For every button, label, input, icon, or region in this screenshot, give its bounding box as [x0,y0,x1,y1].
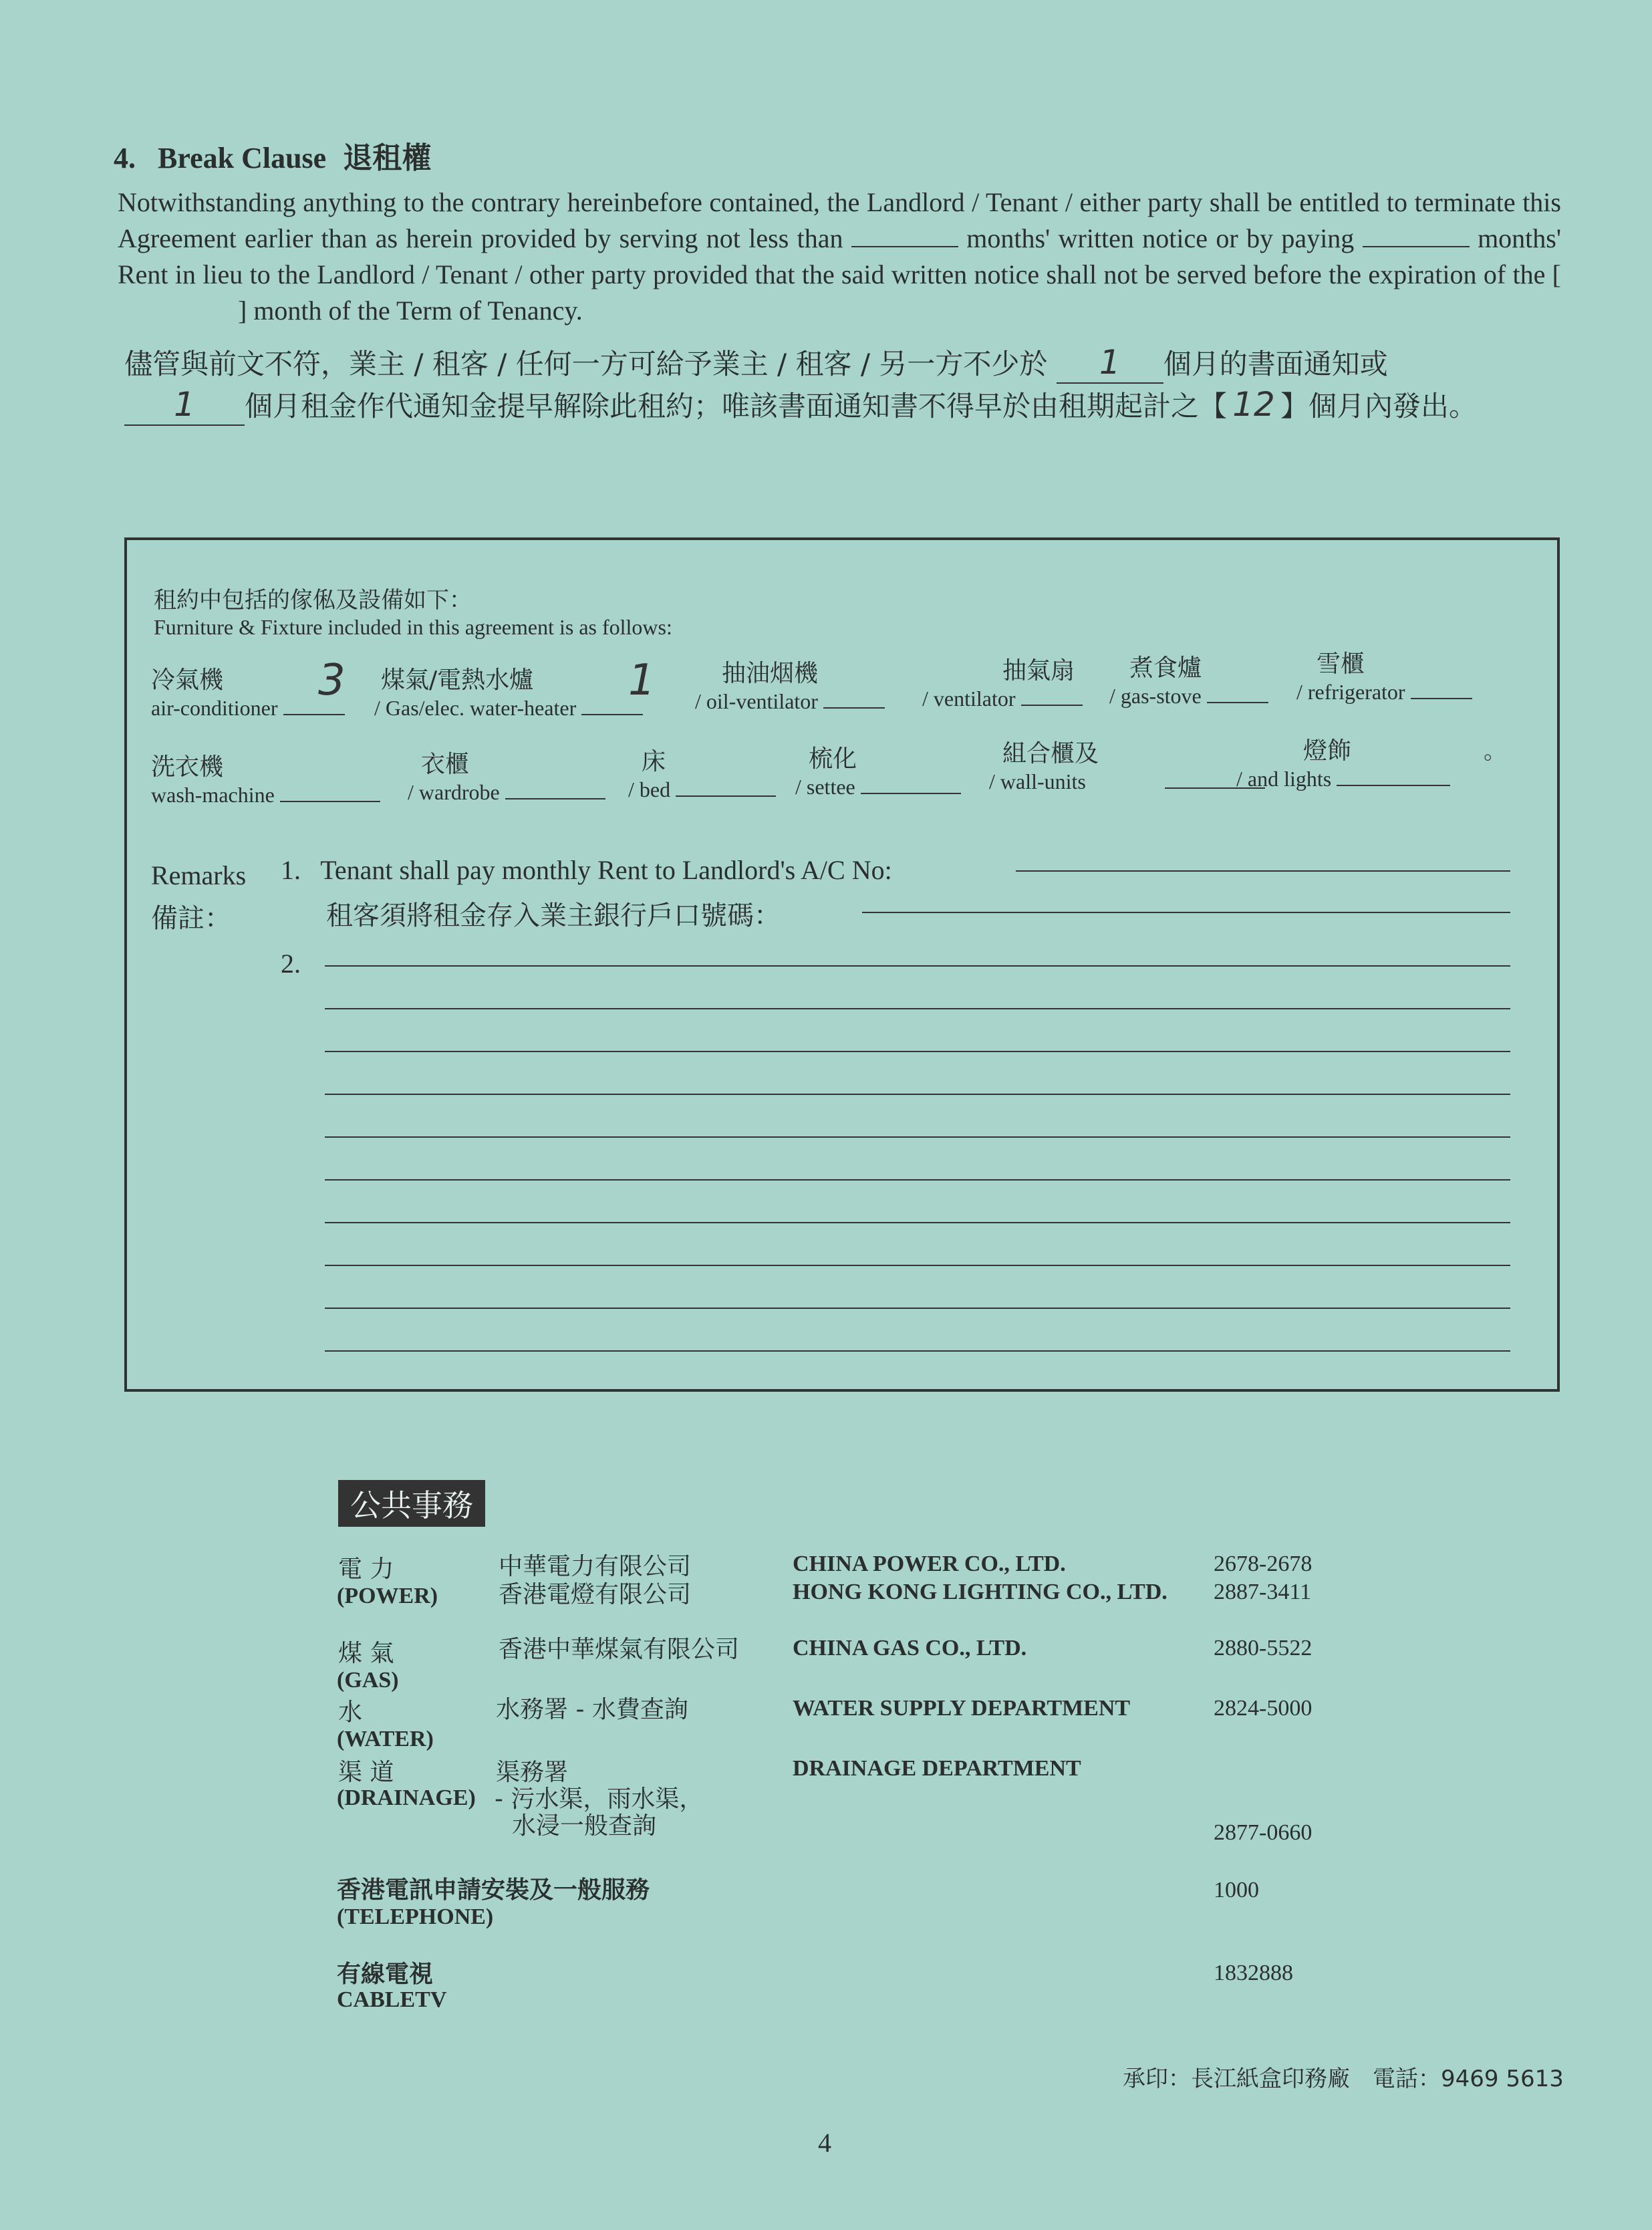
cabletv-label-zh: 有線電視 [337,1961,434,1988]
hke-phone: 2887-3411 [1214,1580,1312,1604]
wardrobe-field: 衣櫃 / wardrobe [408,751,605,806]
cabletv-phone: 1832888 [1214,1961,1293,1985]
wash-machine-field: 洗衣機 wash-machine [151,754,380,808]
air-conditioner-value: 3 [318,656,346,705]
oil-ventilator-field: 抽油烟機 / oil-ventilator [695,660,885,715]
ventilator-field: 抽氣扇 / ventilator [922,658,1083,712]
section-title-en: Break Clause [158,142,327,174]
gas-stove-field: 煮食爐 / gas-stove [1109,655,1268,709]
remark-line [325,1051,1510,1052]
remark-line [325,1094,1510,1095]
remark-line [325,1308,1510,1309]
telephone-label-en: (TELEPHONE) [337,1904,494,1929]
break-clause-chinese: 儘管與前文不符，業主 / 租客 / 任何一方可給予業主 / 租客 / 另一方不少於 1 個月的書面通知或 1 個月租金作代通知金提早解除此租約；唯該書面通知書不得早於由租期起計之【 12 】個月內發出。 [124,342,1561,426]
section-number: 4. [114,142,136,174]
drainage-services-zh: - 污水渠，雨水渠， [495,1785,704,1813]
public-services-title: 公共事務 [338,1480,485,1527]
account-number-line-zh [862,912,1510,913]
refrigerator-field: 雪櫃 / refrigerator [1296,651,1472,705]
cabletv-label-en: CABLETV [337,1987,447,2012]
break-clause-english: Notwithstanding anything to the contrary hereinbefore contained, the Landlord / Tenant / either party shall be entitled to terminate this Agreement earlier than as herein provided by serving not less than months' written notice or by paying months' Rent in lieu to the Landlord / Tenant / other party provided that the said written notice shall not be served before the expiration of the [] month of the Term of Tenancy. [118,187,1562,326]
water-heater-field: 煤氣/電熱水爐 / Gas/elec. water-heater 1 [374,656,656,720]
telephone-phone: 1000 [1214,1878,1259,1902]
remark-line [325,1222,1510,1223]
water-label-zh: 水 [338,1699,363,1726]
gas-company-zh: 香港中華煤氣有限公司 [499,1636,740,1663]
remark-1-zh: 租客須將租金存入業主銀行戶口號碼： [326,900,781,931]
wall-units-field: 組合櫃及 / wall-units [989,741,1265,795]
power-label-en: (POWER) [337,1584,438,1608]
furniture-heading: 租約中包括的傢俬及設備如下： Furniture & Fixture included in this agreement is as follows: [154,587,672,639]
water-label-en: (WATER) [337,1727,434,1751]
gas-company-en: CHINA GAS CO., LTD. [793,1636,1027,1660]
telephone-label-zh: 香港電訊申請安裝及一般服務 [337,1876,650,1904]
clp-name-zh: 中華電力有限公司 [499,1553,692,1580]
account-number-line [1016,870,1510,872]
drainage-dept-zh: 渠務署 [496,1759,569,1786]
power-label-zh: 電 力 [338,1556,394,1583]
gas-label-zh: 煤 氣 [338,1640,394,1667]
section-title-zh: 退租權 [343,141,432,175]
page-number: 4 [818,2128,831,2158]
drainage-services-zh-2: 水浸一般查詢 [512,1812,657,1840]
gas-phone: 2880-5522 [1214,1636,1313,1660]
gas-label-en: (GAS) [337,1668,399,1693]
remark-line [325,965,1510,967]
drainage-label-zh: 渠 道 [338,1759,394,1786]
water-dept-en: WATER SUPPLY DEPARTMENT [793,1696,1131,1721]
printer-credit: 承印：長江紙盒印務廠 電話：9469 5613 [1123,2066,1564,2092]
rent-months-value: 1 [124,384,245,426]
rent-months-blank [1363,223,1470,247]
air-conditioner-field: 冷氣機 air-conditioner 3 [151,656,346,720]
clp-name-en: CHINA POWER CO., LTD. [793,1552,1066,1576]
hke-name-zh: 香港電燈有限公司 [499,1581,692,1608]
drainage-label-en: (DRAINAGE) [337,1785,476,1810]
section-title [114,134,431,176]
remark-line [325,1008,1510,1009]
bed-field: 床 / bed [628,749,776,803]
earliest-month-value: 12 [1232,385,1275,424]
drainage-phone: 2877-0660 [1214,1820,1313,1845]
remark-line [325,1136,1510,1138]
water-phone: 2824-5000 [1214,1696,1313,1721]
drainage-dept-en: DRAINAGE DEPARTMENT [793,1756,1081,1781]
notice-months-value: 1 [1057,342,1163,384]
lights-field: 燈飾 / and lights 。 [1236,737,1506,791]
end-mark: 。 [1484,738,1506,765]
furniture-remarks-box [124,537,1560,1392]
water-dept-zh: 水務署 - 水費查詢 [496,1696,688,1723]
notice-months-blank [851,223,958,247]
hke-name-en: HONG KONG LIGHTING CO., LTD. [793,1580,1167,1604]
remark-line [325,1179,1510,1181]
clp-phone: 2678-2678 [1214,1552,1313,1576]
remark-line [325,1350,1510,1352]
remarks-label: Remarks 備註： [151,860,247,934]
remark-line [325,1265,1510,1266]
remark-2-number: 2. [281,949,301,979]
settee-field: 梳化 / settee [795,746,961,800]
water-heater-value: 1 [628,656,656,705]
remark-1-en: 1. Tenant shall pay monthly Rent to Landlord's A/C No: [281,855,892,885]
